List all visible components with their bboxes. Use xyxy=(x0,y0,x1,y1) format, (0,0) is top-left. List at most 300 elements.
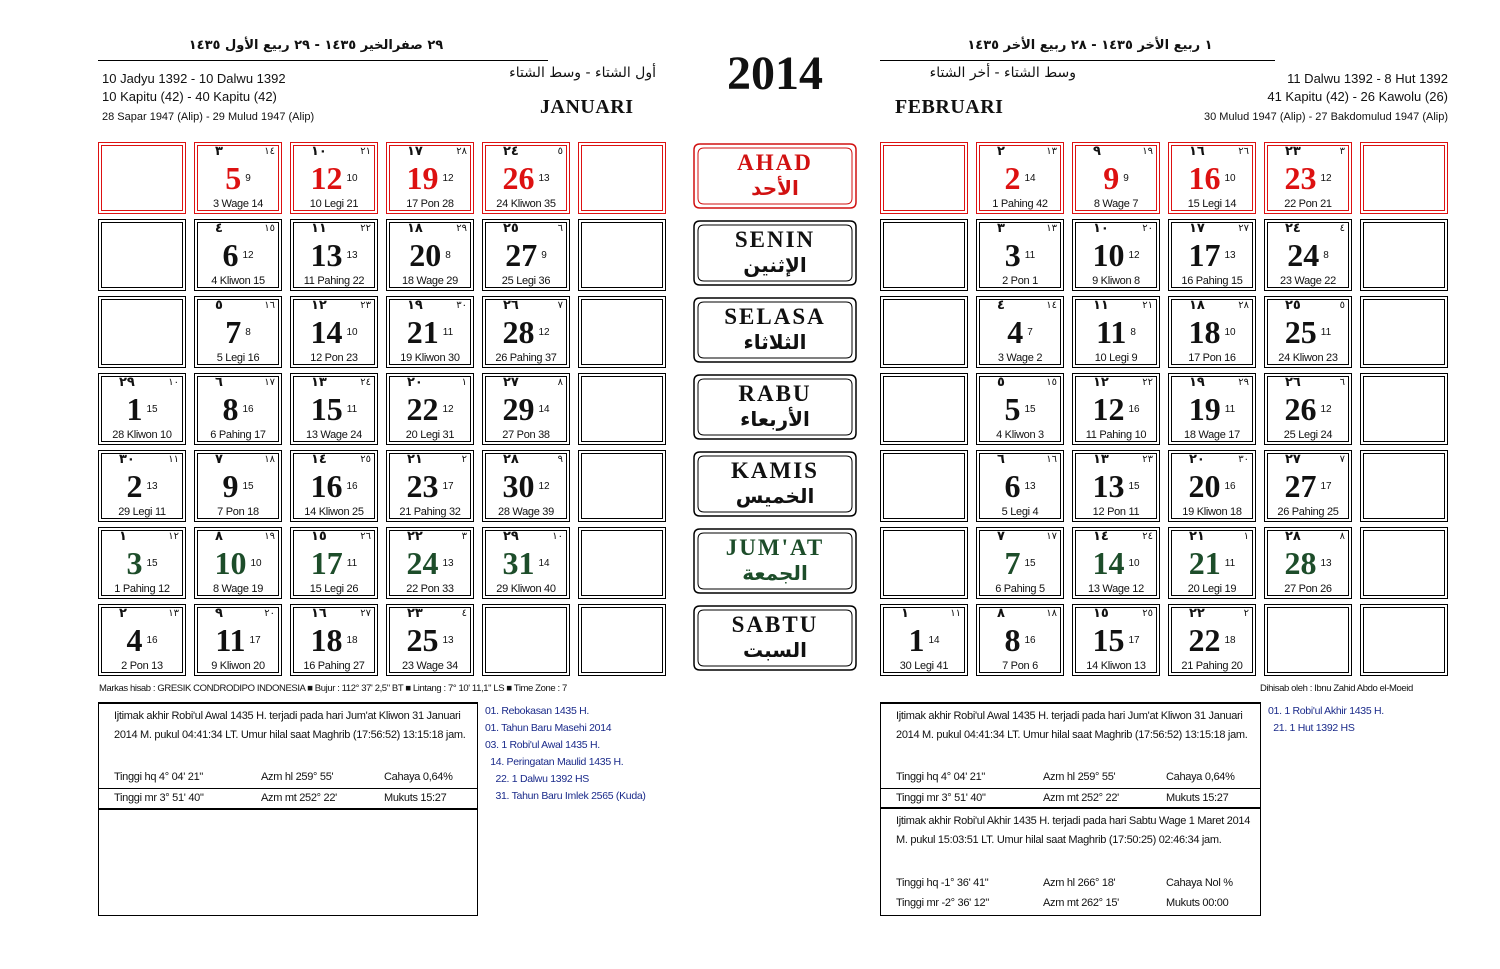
gregorian-day-number xyxy=(1073,469,1159,504)
hijri-date xyxy=(195,375,281,391)
solar-term-number: 11 xyxy=(1320,327,1332,338)
feb-ijtimak-box-1 xyxy=(880,702,1261,808)
gregorian-day-number xyxy=(291,238,377,273)
solar-term-number: 15 xyxy=(1128,481,1140,492)
gregorian-day-value: 23 xyxy=(1284,160,1317,196)
jan-day-cell xyxy=(482,142,570,214)
hijri-secondary-number: ٤ xyxy=(461,608,467,619)
cell-frame xyxy=(883,376,965,442)
jan-day-cell xyxy=(194,527,282,599)
jan-hijri-header: ٢٩ صفرالخير ١٤٣٥ - ٢٩ ربيع الأول ١٤٣٥ xyxy=(188,38,444,53)
feb-day-cell xyxy=(1264,296,1352,368)
gregorian-day-value: 22 xyxy=(1188,622,1221,658)
gregorian-day-number xyxy=(977,161,1063,196)
cell-frame xyxy=(581,299,663,365)
feb-day-cell xyxy=(880,142,968,214)
hijri-day-number: ١٠ xyxy=(1093,221,1109,236)
pasaran-label: 27 Pon 38 xyxy=(502,429,550,441)
solar-term-number: 11 xyxy=(346,404,358,415)
gregorian-day-value: 4 xyxy=(126,622,143,658)
pasaran-label: 19 Kliwon 18 xyxy=(1182,506,1242,518)
jan-day-cell xyxy=(482,527,570,599)
pasaran-label: 18 Wage 17 xyxy=(1184,429,1240,441)
gregorian-day-number xyxy=(1073,238,1159,273)
hijri-day-number: ٢٦ xyxy=(503,298,519,313)
jan-day-cell xyxy=(386,527,474,599)
gregorian-day-value: 7 xyxy=(1004,545,1021,581)
feb-sub1: 11 Dalwu 1392 - 8 Hut 1392 xyxy=(1287,71,1448,86)
hijri-day-number: ١٣ xyxy=(1093,452,1109,467)
jan-day-cell xyxy=(290,373,378,445)
feb-day-cell xyxy=(1072,373,1160,445)
solar-term-number: 7 xyxy=(1027,327,1033,338)
weekday-latin: AHAD xyxy=(737,150,813,175)
gregorian-day-value: 16 xyxy=(310,468,343,504)
gregorian-day-number xyxy=(291,392,377,427)
cell-frame xyxy=(581,607,663,673)
hijri-secondary-number: ٢٧ xyxy=(1238,223,1249,234)
jan-day-cell xyxy=(290,527,378,599)
hijri-date xyxy=(1265,452,1351,468)
solar-term-number: 16 xyxy=(1128,404,1140,415)
solar-term-number: 12 xyxy=(538,481,550,492)
hijri-day-number: ٢٣ xyxy=(407,606,423,621)
solar-term-number: 12 xyxy=(538,327,550,338)
hijri-date xyxy=(1265,221,1351,237)
cell-frame xyxy=(1363,299,1445,365)
hijri-day-number: ٢ xyxy=(997,144,1005,159)
feb-day-cell xyxy=(976,296,1064,368)
hijri-secondary-number: ٢٤ xyxy=(360,377,371,388)
hijri-secondary-number: ٢٧ xyxy=(360,608,371,619)
hijri-secondary-number: ٣ xyxy=(1339,146,1345,157)
hijri-date xyxy=(977,606,1063,622)
pasaran-label: 25 Legi 24 xyxy=(1283,429,1333,441)
hijri-secondary-number: ١٩ xyxy=(264,531,275,542)
feb-day-cell xyxy=(976,527,1064,599)
solar-term-number: 13 xyxy=(1024,481,1036,492)
hijri-day-number: ٢٥ xyxy=(1285,298,1301,313)
feb-ijtimak-text-2: Ijtimak akhir Robi'ul Akhir 1435 H. terjadi pada hari Sabtu Wage 1 Maret 2014 M. pukul 15:03:51 LT. Umur hilal saat Maghrib (17:50:25) 02:46:34 jam. xyxy=(896,815,1251,846)
jan-azm-hl: Azm hl 259° 55' xyxy=(261,771,334,783)
hijri-secondary-number: ١ xyxy=(461,377,467,388)
cell-frame xyxy=(101,145,183,211)
hijri-secondary-number: ٢٨ xyxy=(1238,300,1249,311)
jan-day-cell xyxy=(386,373,474,445)
solar-term-number: 13 xyxy=(346,250,358,261)
feb-day-cell xyxy=(880,219,968,291)
hijri-date xyxy=(977,529,1063,545)
jan-day-cell xyxy=(386,296,474,368)
jan-day-cell xyxy=(194,373,282,445)
feb-day-cell xyxy=(1072,296,1160,368)
hijri-date xyxy=(977,221,1063,237)
gregorian-day-value: 5 xyxy=(1004,391,1021,427)
pasaran-label: 8 Wage 19 xyxy=(212,583,264,595)
gregorian-day-number xyxy=(977,315,1063,350)
hijri-date xyxy=(387,606,473,622)
feb-day-cell xyxy=(1168,142,1256,214)
pasaran-label: 23 Wage 34 xyxy=(402,660,458,672)
jan-day-cell xyxy=(578,219,666,291)
hijri-date xyxy=(387,452,473,468)
hijri-secondary-number: ٢٩ xyxy=(1238,377,1249,388)
hijri-day-number: ١٩ xyxy=(1189,375,1205,390)
gregorian-day-value: 18 xyxy=(310,622,343,658)
pasaran-label: 11 Pahing 22 xyxy=(303,275,365,287)
solar-term-number: 16 xyxy=(346,481,358,492)
gregorian-day-number xyxy=(483,315,569,350)
gregorian-day-number xyxy=(387,238,473,273)
hijri-date xyxy=(1265,529,1351,545)
gregorian-day-number xyxy=(291,623,377,658)
weekday-latin: JUM'AT xyxy=(725,535,825,560)
gregorian-day-value: 3 xyxy=(126,545,143,581)
hijri-day-number: ١٠ xyxy=(311,144,327,159)
pasaran-label: 15 Legi 14 xyxy=(1187,198,1237,210)
hijri-secondary-number: ٦ xyxy=(1339,377,1345,388)
gregorian-day-value: 11 xyxy=(1096,314,1127,350)
jan-day-cell xyxy=(482,604,570,676)
jan-day-cell xyxy=(98,296,186,368)
gregorian-day-value: 28 xyxy=(502,314,535,350)
feb-day-cell xyxy=(880,604,968,676)
feb-day-cell xyxy=(1264,219,1352,291)
gregorian-day-value: 27 xyxy=(505,237,538,273)
solar-term-number: 13 xyxy=(1224,250,1236,261)
hijri-secondary-number: ٥ xyxy=(1339,300,1345,311)
gregorian-day-number xyxy=(195,469,281,504)
hijri-secondary-number: ١٢ xyxy=(168,531,179,542)
gregorian-day-number xyxy=(195,623,281,658)
feb-day-cell xyxy=(1072,142,1160,214)
hijri-date xyxy=(291,375,377,391)
hijri-secondary-number: ٢٠ xyxy=(1142,223,1153,234)
solar-term-number: 9 xyxy=(245,173,251,184)
gregorian-day-number xyxy=(1073,623,1159,658)
gregorian-day-value: 3 xyxy=(1004,237,1021,273)
hijri-day-number: ٤ xyxy=(997,298,1005,313)
hijri-secondary-number: ٢٦ xyxy=(1238,146,1249,157)
feb-ijtimak-box-2 xyxy=(880,808,1261,916)
pasaran-label: 25 Legi 36 xyxy=(501,275,551,287)
gregorian-day-number xyxy=(195,161,281,196)
weekday-arabic: الأربعاء xyxy=(740,407,810,431)
solar-term-number: 10 xyxy=(250,558,262,569)
hijri-secondary-number: ١٧ xyxy=(264,377,275,388)
hijri-date xyxy=(291,606,377,622)
hijri-date xyxy=(195,452,281,468)
pasaran-label: 9 Kliwon 8 xyxy=(1092,275,1140,287)
solar-term-number: 13 xyxy=(442,558,454,569)
hijri-secondary-number: ٢٢ xyxy=(1142,377,1153,388)
cell-frame xyxy=(485,607,567,673)
gregorian-day-number xyxy=(977,469,1063,504)
hijri-date xyxy=(1073,529,1159,545)
hijri-date xyxy=(1265,144,1351,160)
feb-day-cell xyxy=(1072,219,1160,291)
jan-day-cell xyxy=(290,604,378,676)
solar-term-number: 17 xyxy=(1128,635,1140,646)
hijri-secondary-number: ٩ xyxy=(557,454,563,465)
feb-day-cell xyxy=(1360,604,1448,676)
feb-azm-mt-1: Azm mt 252° 22' xyxy=(1043,792,1119,804)
hijri-day-number: ١٤ xyxy=(311,452,327,467)
hijri-secondary-number: ٢ xyxy=(1243,608,1249,619)
gregorian-day-number xyxy=(291,546,377,581)
feb-hijri-header: ١ ربيع الأخر ١٤٣٥ - ٢٨ ربيع الأخر ١٤٣٥ xyxy=(967,38,1213,53)
solar-term-number: 13 xyxy=(1320,558,1332,569)
gregorian-day-number xyxy=(1169,392,1255,427)
hijri-day-number: ٣٠ xyxy=(119,452,135,467)
gregorian-day-number xyxy=(977,392,1063,427)
gregorian-day-value: 21 xyxy=(406,314,439,350)
gregorian-day-value: 16 xyxy=(1188,160,1221,196)
jan-day-cell xyxy=(386,450,474,522)
pasaran-label: 20 Legi 19 xyxy=(1187,583,1237,595)
hijri-secondary-number: ١٠ xyxy=(168,377,179,388)
feb-day-cell xyxy=(1168,604,1256,676)
weekday-plate xyxy=(692,373,858,441)
gregorian-day-value: 6 xyxy=(222,237,239,273)
pasaran-label: 13 Wage 12 xyxy=(1088,583,1144,595)
gregorian-day-value: 17 xyxy=(1188,237,1221,273)
cell-frame xyxy=(1363,376,1445,442)
note-line: 22. 1 Dalwu 1392 HS xyxy=(485,773,589,785)
pasaran-label: 29 Legi 11 xyxy=(118,506,166,518)
gregorian-day-number xyxy=(483,546,569,581)
jan-day-cell xyxy=(290,450,378,522)
solar-term-number: 11 xyxy=(442,327,454,338)
cell-frame xyxy=(883,299,965,365)
cell-frame xyxy=(1363,145,1445,211)
solar-term-number: 17 xyxy=(442,481,454,492)
solar-term-number: 10 xyxy=(346,173,358,184)
weekday-plate xyxy=(692,604,858,672)
jan-day-cell xyxy=(98,373,186,445)
hijri-date xyxy=(977,298,1063,314)
weekday-latin: SABTU xyxy=(731,612,819,637)
pasaran-label: 2 Pon 1 xyxy=(1002,275,1038,287)
hijri-day-number: ٢١ xyxy=(407,452,423,467)
gregorian-day-value: 24 xyxy=(406,545,439,581)
jan-day-cell xyxy=(386,142,474,214)
solar-term-number: 12 xyxy=(442,173,454,184)
jan-day-cell xyxy=(578,527,666,599)
hijri-date xyxy=(387,221,473,237)
weekday-plate xyxy=(692,219,858,287)
feb-header-rule xyxy=(880,60,1275,61)
weekday-arabic: الجمعة xyxy=(742,561,808,585)
note-line: 01. Rebokasan 1435 H. xyxy=(485,705,590,717)
gregorian-day-value: 19 xyxy=(406,160,439,196)
gregorian-day-value: 29 xyxy=(502,391,535,427)
hijri-day-number: ١٨ xyxy=(407,221,423,236)
hijri-day-number: ١٩ xyxy=(407,298,423,313)
hijri-secondary-number: ٧ xyxy=(557,300,563,311)
hijri-date xyxy=(483,144,569,160)
feb-day-cell xyxy=(880,450,968,522)
gregorian-day-number xyxy=(291,469,377,504)
pasaran-label: 24 Kliwon 23 xyxy=(1278,352,1338,364)
gregorian-day-number xyxy=(291,161,377,196)
feb-tinggi-mr-1: Tinggi mr 3° 51' 40" xyxy=(896,792,986,804)
feb-day-cell xyxy=(880,373,968,445)
pasaran-label: 1 Pahing 12 xyxy=(114,583,170,595)
solar-term-number: 9 xyxy=(1123,173,1129,184)
gregorian-day-value: 28 xyxy=(1284,545,1317,581)
weekday-arabic: الأحد xyxy=(751,176,799,200)
pasaran-label: 15 Legi 26 xyxy=(309,583,359,595)
feb-sub2: 41 Kapitu (42) - 26 Kawolu (26) xyxy=(1267,89,1448,104)
note-line: 31. Tahun Baru Imlek 2565 (Kuda) xyxy=(485,790,646,802)
location-footer: Markas hisab : GRESIK CONDRODIPO INDONESIA ■ Bujur : 112° 37' 2,5" BT ■ Lintang : 7° 10' 11,1" LS ■ Time Zone : 7 xyxy=(99,683,567,694)
hijri-secondary-number: ٢٣ xyxy=(360,300,371,311)
feb-day-cell xyxy=(1168,219,1256,291)
feb-day-cell xyxy=(976,142,1064,214)
gregorian-day-value: 10 xyxy=(1092,237,1125,273)
pasaran-label: 12 Pon 23 xyxy=(310,352,358,364)
hijri-secondary-number: ١٦ xyxy=(264,300,275,311)
feb-day-cell xyxy=(1168,373,1256,445)
feb-tinggi-hq-2: Tinggi hq -1° 36' 41" xyxy=(896,877,989,889)
hijri-date xyxy=(1073,606,1159,622)
pasaran-label: 27 Pon 26 xyxy=(1284,583,1332,595)
gregorian-day-number xyxy=(195,238,281,273)
hijri-day-number: ٢٨ xyxy=(503,452,519,467)
feb-day-cell xyxy=(1264,604,1352,676)
weekday-plate xyxy=(692,450,858,518)
hijri-date xyxy=(99,606,185,622)
pasaran-label: 28 Wage 39 xyxy=(498,506,554,518)
hijri-date xyxy=(99,375,185,391)
feb-day-cell xyxy=(1264,450,1352,522)
hijri-date xyxy=(483,452,569,468)
hijri-secondary-number: ٢٢ xyxy=(360,223,371,234)
hijri-date xyxy=(291,298,377,314)
gregorian-day-number xyxy=(195,546,281,581)
cell-frame xyxy=(1363,530,1445,596)
feb-day-cell xyxy=(880,527,968,599)
gregorian-day-number xyxy=(387,392,473,427)
gregorian-day-value: 13 xyxy=(1092,468,1125,504)
gregorian-day-value: 22 xyxy=(406,391,439,427)
pasaran-label: 8 Wage 7 xyxy=(1093,198,1139,210)
note-line: 01. 1 Robi'ul Akhir 1435 H. xyxy=(1268,705,1384,717)
hijri-secondary-number: ٨ xyxy=(557,377,563,388)
jan-day-cell xyxy=(98,604,186,676)
gregorian-day-value: 20 xyxy=(409,237,442,273)
pasaran-label: 9 Kliwon 20 xyxy=(211,660,265,672)
cell-frame xyxy=(581,530,663,596)
gregorian-day-value: 21 xyxy=(1188,545,1221,581)
gregorian-day-number xyxy=(1169,623,1255,658)
hijri-day-number: ٢٨ xyxy=(1285,529,1301,544)
pasaran-label: 14 Kliwon 13 xyxy=(1086,660,1146,672)
gregorian-day-number xyxy=(1265,392,1351,427)
weekday-plate xyxy=(692,142,858,210)
jan-season: أول الشتاء - وسط الشتاء xyxy=(509,65,656,81)
hijri-date xyxy=(1169,606,1255,622)
pasaran-label: 10 Legi 21 xyxy=(309,198,359,210)
hijri-day-number: ٥ xyxy=(997,375,1005,390)
solar-term-number: 9 xyxy=(541,250,547,261)
jan-day-cell xyxy=(98,527,186,599)
author-footer: Dihisab oleh : Ibnu Zahid Abdo el-Moeid xyxy=(1260,683,1413,694)
hijri-day-number: ٢٣ xyxy=(1285,144,1301,159)
feb-day-cell xyxy=(1360,219,1448,291)
hijri-date xyxy=(291,221,377,237)
hijri-date xyxy=(1265,298,1351,314)
gregorian-day-value: 25 xyxy=(406,622,439,658)
pasaran-label: 11 Pahing 10 xyxy=(1085,429,1147,441)
hijri-secondary-number: ١٩ xyxy=(1142,146,1153,157)
solar-term-number: 14 xyxy=(538,558,550,569)
hijri-date xyxy=(1073,375,1159,391)
hijri-day-number: ٢٤ xyxy=(1285,221,1301,236)
year-title: 2014 xyxy=(727,47,823,100)
hijri-secondary-number: ١١ xyxy=(168,454,179,465)
feb-tinggi-hq-1: Tinggi hq 4° 04' 21" xyxy=(896,771,986,783)
feb-day-cell xyxy=(1168,527,1256,599)
gregorian-day-number xyxy=(387,469,473,504)
feb-day-cell xyxy=(1360,527,1448,599)
hijri-day-number: ١٢ xyxy=(311,298,327,313)
feb-cahaya-1: Cahaya 0,64% xyxy=(1166,771,1235,783)
gregorian-day-value: 2 xyxy=(126,468,143,504)
hijri-day-number: ١٥ xyxy=(311,529,327,544)
solar-term-number: 10 xyxy=(1224,173,1236,184)
hijri-date xyxy=(291,452,377,468)
hijri-date xyxy=(1169,452,1255,468)
gregorian-day-value: 14 xyxy=(310,314,343,350)
solar-term-number: 12 xyxy=(1320,173,1332,184)
gregorian-day-value: 8 xyxy=(222,391,239,427)
gregorian-day-value: 17 xyxy=(310,545,343,581)
hijri-date xyxy=(291,144,377,160)
jan-day-cell xyxy=(386,604,474,676)
hijri-day-number: ٢٤ xyxy=(503,144,519,159)
pasaran-label: 21 Pahing 32 xyxy=(399,506,461,518)
jan-day-cell xyxy=(482,373,570,445)
hijri-secondary-number: ١٦ xyxy=(1046,454,1057,465)
gregorian-day-number xyxy=(387,623,473,658)
feb-day-cell xyxy=(1360,142,1448,214)
feb-day-cell xyxy=(1072,604,1160,676)
hijri-date xyxy=(881,606,967,622)
gregorian-day-number xyxy=(195,315,281,350)
solar-term-number: 16 xyxy=(1224,481,1236,492)
solar-term-number: 16 xyxy=(1024,635,1036,646)
solar-term-number: 12 xyxy=(1128,250,1140,261)
gregorian-day-number xyxy=(977,238,1063,273)
hijri-date xyxy=(977,144,1063,160)
feb-day-cell xyxy=(1264,527,1352,599)
pasaran-label: 4 Kliwon 15 xyxy=(211,275,265,287)
cell-frame xyxy=(883,145,965,211)
cell-frame xyxy=(581,376,663,442)
solar-term-number: 8 xyxy=(445,250,451,261)
hijri-date xyxy=(387,144,473,160)
pasaran-label: 17 Pon 28 xyxy=(406,198,454,210)
gregorian-day-number xyxy=(1265,315,1351,350)
pasaran-label: 16 Pahing 15 xyxy=(1181,275,1243,287)
hijri-day-number: ٢٠ xyxy=(407,375,423,390)
gregorian-day-number xyxy=(99,469,185,504)
gregorian-day-number xyxy=(1073,546,1159,581)
gregorian-day-value: 14 xyxy=(1092,545,1125,581)
hijri-day-number: ٢ xyxy=(119,606,127,621)
